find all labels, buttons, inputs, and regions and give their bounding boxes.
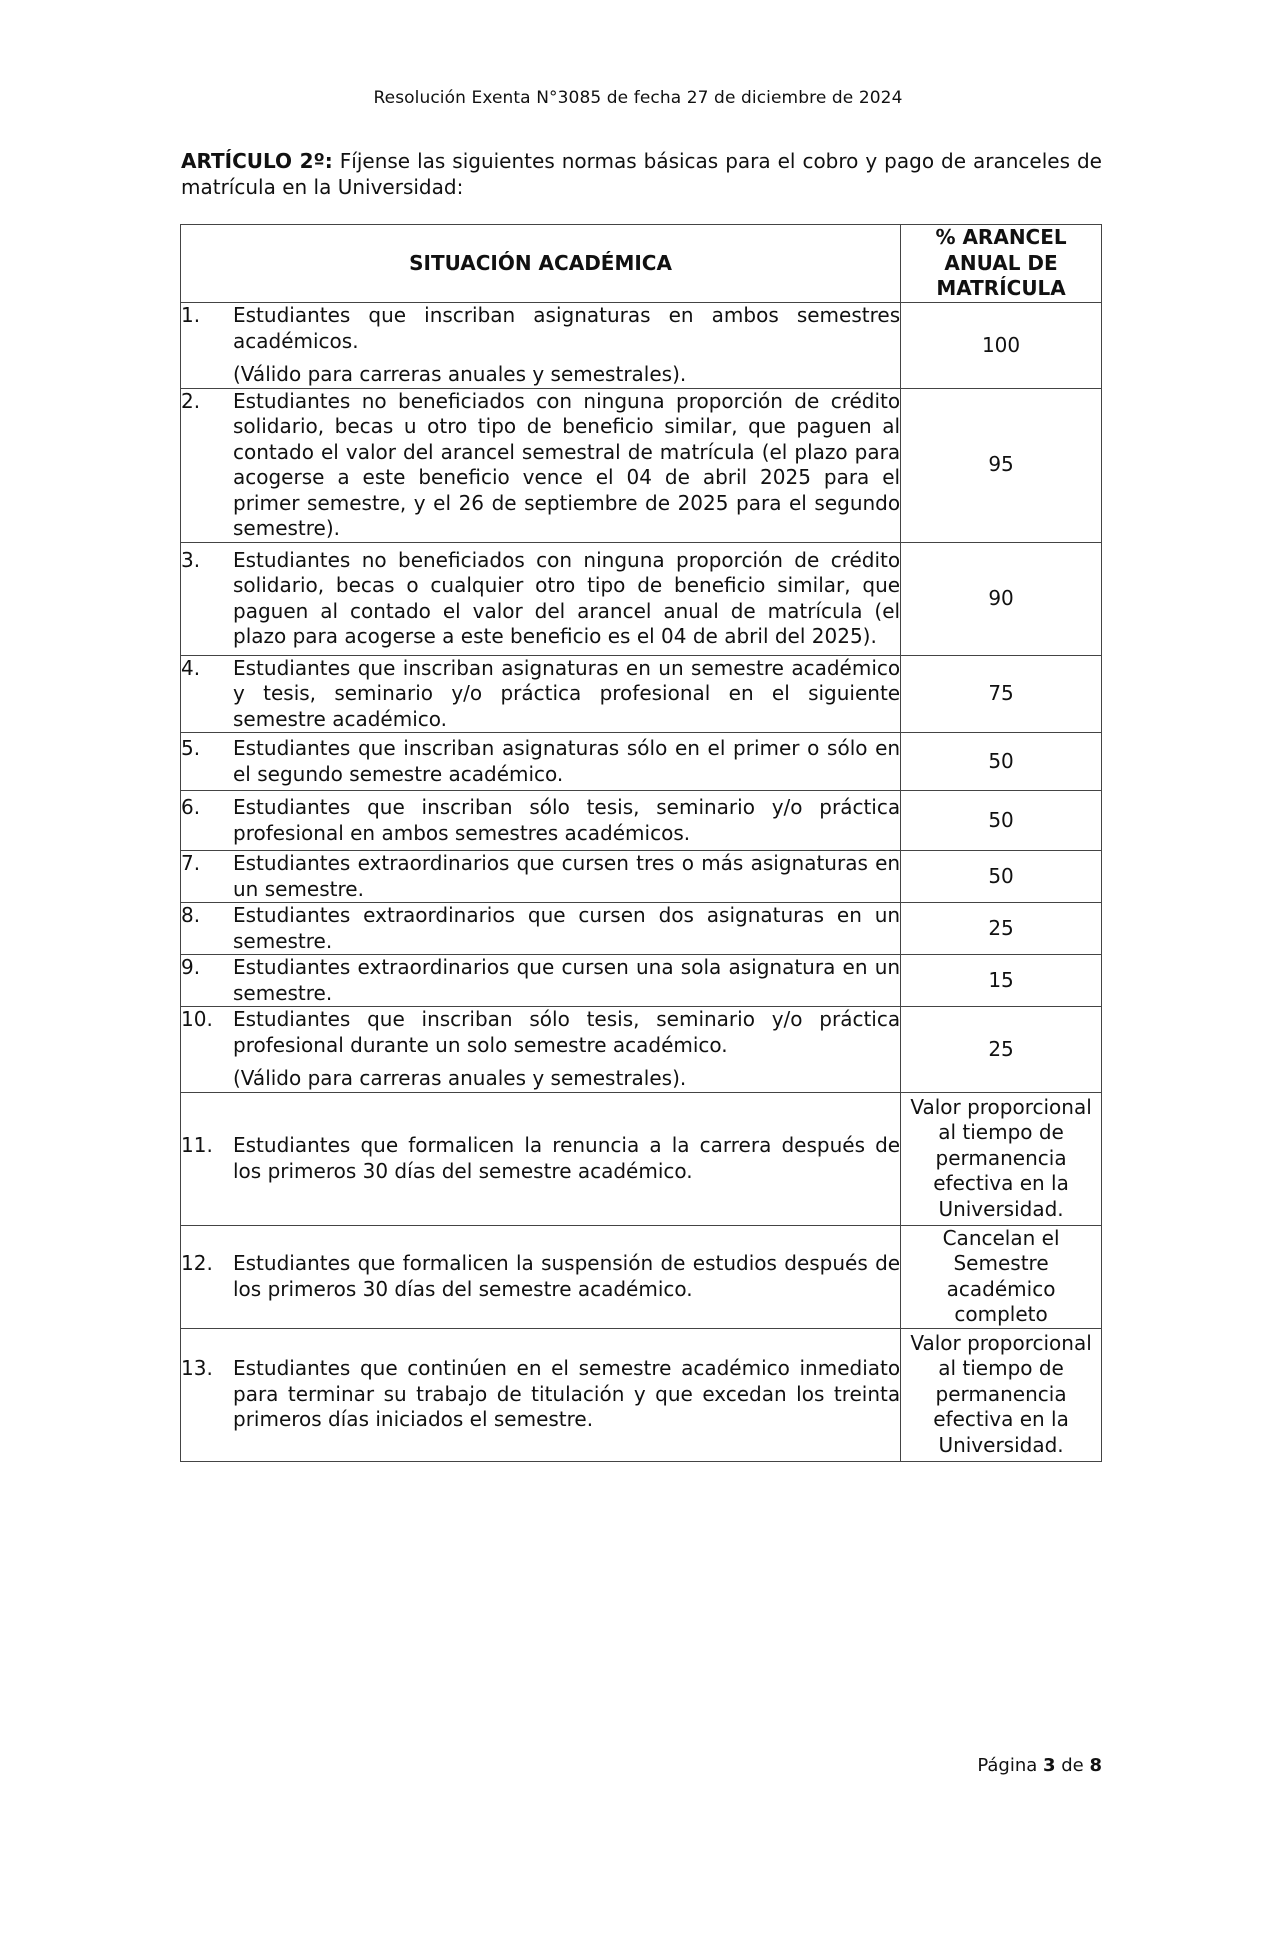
article-text: Fíjense las siguientes normas básicas para el cobro y pago de aranceles de matrícula en la Universidad:	[181, 149, 1102, 199]
article-paragraph	[181, 148, 1102, 200]
row-percentage-cell: Valor proporcional al tiempo de permanencia efectiva en la Universidad.	[901, 1328, 1102, 1461]
fees-table	[180, 224, 1102, 1462]
row-text-block	[233, 851, 900, 902]
row-text-block	[233, 1356, 900, 1433]
header-percentage: % ARANCEL ANUAL DE MATRÍCULA	[901, 225, 1102, 303]
row-item	[181, 955, 900, 1006]
row-text: Estudiantes que formalicen la renuncia a la carrera después de los primeros 30 días del semestre académico.	[233, 1133, 901, 1183]
row-percentage-cell: 25	[901, 1007, 1102, 1093]
row-item	[181, 1133, 900, 1184]
row-text-block	[233, 736, 900, 787]
row-item	[181, 389, 900, 542]
row-description-cell	[181, 851, 901, 903]
footer-middle: de	[1055, 1755, 1090, 1776]
table-row	[181, 1007, 1102, 1093]
row-number: 8.	[181, 903, 201, 927]
row-item	[181, 303, 900, 388]
row-percentage-cell: 50	[901, 791, 1102, 851]
row-description-cell	[181, 903, 901, 955]
row-text: Estudiantes extraordinarios que cursen dos asignaturas en un semestre.	[233, 903, 901, 953]
row-percentage-cell: 50	[901, 851, 1102, 903]
row-text-block	[233, 389, 900, 542]
footer-prefix: Página	[977, 1755, 1043, 1776]
table-row	[181, 903, 1102, 955]
row-description-cell	[181, 303, 901, 389]
row-text-block	[233, 955, 900, 1006]
row-number: 2.	[181, 388, 201, 413]
row-text: Estudiantes que continúen en el semestre académico inmediato para terminar su trabajo de titulación y que excedan los treinta primeros días iniciados el semestre.	[233, 1356, 901, 1432]
row-item	[181, 548, 900, 650]
row-description-cell	[181, 1007, 901, 1093]
row-text: Estudiantes extraordinarios que cursen una sola asignatura en un semestre.	[233, 955, 901, 1005]
row-number: 9.	[181, 955, 201, 979]
row-percentage-cell: Valor proporcional al tiempo de permanencia efectiva en la Universidad.	[901, 1092, 1102, 1225]
row-text: Estudiantes no beneficiados con ninguna proporción de crédito solidario, becas u otro tipo de beneficio similar, que paguen al contado el valor del arancel semestral de matrícula (el plazo para acogerse a este beneficio vence el 04 de abril 2025 para el primer semestre, y el 26 de septiembre de 2025 para el segundo semestre).	[233, 388, 901, 540]
row-percentage-cell: 50	[901, 733, 1102, 791]
row-text-block	[233, 656, 900, 733]
row-number: 5.	[181, 736, 201, 760]
row-number: 6.	[181, 795, 201, 819]
row-item	[181, 1356, 900, 1433]
row-text: Estudiantes no beneficiados con ninguna proporción de crédito solidario, becas o cualquier otro tipo de beneficio similar, que paguen al contado el valor del arancel anual de matrícula (el plazo para acogerse a este beneficio es el 04 de abril del 2025).	[233, 547, 901, 648]
row-text-block	[233, 303, 900, 388]
row-item	[181, 851, 900, 902]
row-text: Estudiantes que inscriban asignaturas sólo en el primer o sólo en el segundo semestre académico.	[233, 736, 901, 786]
row-number: 12.	[181, 1251, 213, 1275]
table-row	[181, 655, 1102, 733]
table-row	[181, 1225, 1102, 1328]
row-text-block	[233, 903, 900, 954]
row-text-block	[233, 548, 900, 650]
row-description-cell	[181, 791, 901, 851]
row-description-cell	[181, 1225, 901, 1328]
row-text-block	[233, 1007, 900, 1092]
row-number: 11.	[181, 1133, 213, 1157]
row-text-block	[233, 795, 900, 846]
table-row	[181, 303, 1102, 389]
row-number: 10.	[181, 1007, 213, 1031]
row-text: Estudiantes extraordinarios que cursen tres o más asignaturas en un semestre.	[233, 851, 901, 901]
row-item	[181, 736, 900, 787]
row-percentage-cell: 95	[901, 388, 1102, 542]
row-number: 4.	[181, 655, 201, 680]
row-percentage-cell: 25	[901, 903, 1102, 955]
table-row	[181, 791, 1102, 851]
row-number: 3.	[181, 547, 201, 572]
table-row	[181, 1092, 1102, 1225]
row-text: Estudiantes que inscriban sólo tesis, seminario y/o práctica profesional durante un solo semestre académico.	[233, 1007, 901, 1057]
table-body	[181, 303, 1102, 1462]
row-item	[181, 1007, 900, 1092]
row-percentage-cell: Cancelan el Semestre académico completo	[901, 1225, 1102, 1328]
row-item	[181, 656, 900, 733]
table-row	[181, 388, 1102, 542]
table-header-row	[181, 225, 1102, 303]
table-row	[181, 542, 1102, 655]
table-row	[181, 851, 1102, 903]
footer-total: 8	[1089, 1755, 1102, 1776]
document-header: Resolución Exenta N°3085 de fecha 27 de diciembre de 2024	[373, 88, 903, 108]
footer-page: 3	[1042, 1755, 1056, 1776]
row-text: Estudiantes que formalicen la suspensión de estudios después de los primeros 30 días del semestre académico.	[233, 1251, 901, 1301]
row-item	[181, 1251, 900, 1302]
table-row	[181, 955, 1102, 1007]
row-item	[181, 795, 900, 846]
row-number: 13.	[181, 1356, 213, 1381]
row-text: Estudiantes que inscriban asignaturas en ambos semestres académicos.	[233, 303, 901, 353]
row-text-block	[233, 1133, 900, 1184]
table-row	[181, 733, 1102, 791]
table-row	[181, 1328, 1102, 1461]
row-description-cell	[181, 388, 901, 542]
row-description-cell	[181, 1328, 901, 1461]
row-description-cell	[181, 655, 901, 733]
row-note: (Válido para carreras anuales y semestrales).	[233, 1066, 687, 1090]
row-item	[181, 903, 900, 954]
row-text: Estudiantes que inscriban asignaturas en un semestre académico y tesis, seminario y/o práctica profesional en el siguiente semestre académico.	[233, 655, 901, 731]
row-number: 1.	[181, 303, 201, 327]
row-description-cell	[181, 542, 901, 655]
row-number: 7.	[181, 851, 201, 875]
row-percentage-cell: 15	[901, 955, 1102, 1007]
row-percentage-cell: 75	[901, 655, 1102, 733]
article-lead: ARTÍCULO 2º:	[181, 149, 333, 173]
row-description-cell	[181, 955, 901, 1007]
row-percentage-cell: 100	[901, 303, 1102, 389]
page-footer	[977, 1755, 1102, 1776]
row-description-cell	[181, 733, 901, 791]
header-situation: SITUACIÓN ACADÉMICA	[181, 225, 901, 303]
row-note: (Válido para carreras anuales y semestrales).	[233, 362, 687, 386]
row-text-block	[233, 1251, 900, 1302]
row-description-cell	[181, 1092, 901, 1225]
row-text: Estudiantes que inscriban sólo tesis, seminario y/o práctica profesional en ambos semestres académicos.	[233, 795, 901, 845]
row-percentage-cell: 90	[901, 542, 1102, 655]
